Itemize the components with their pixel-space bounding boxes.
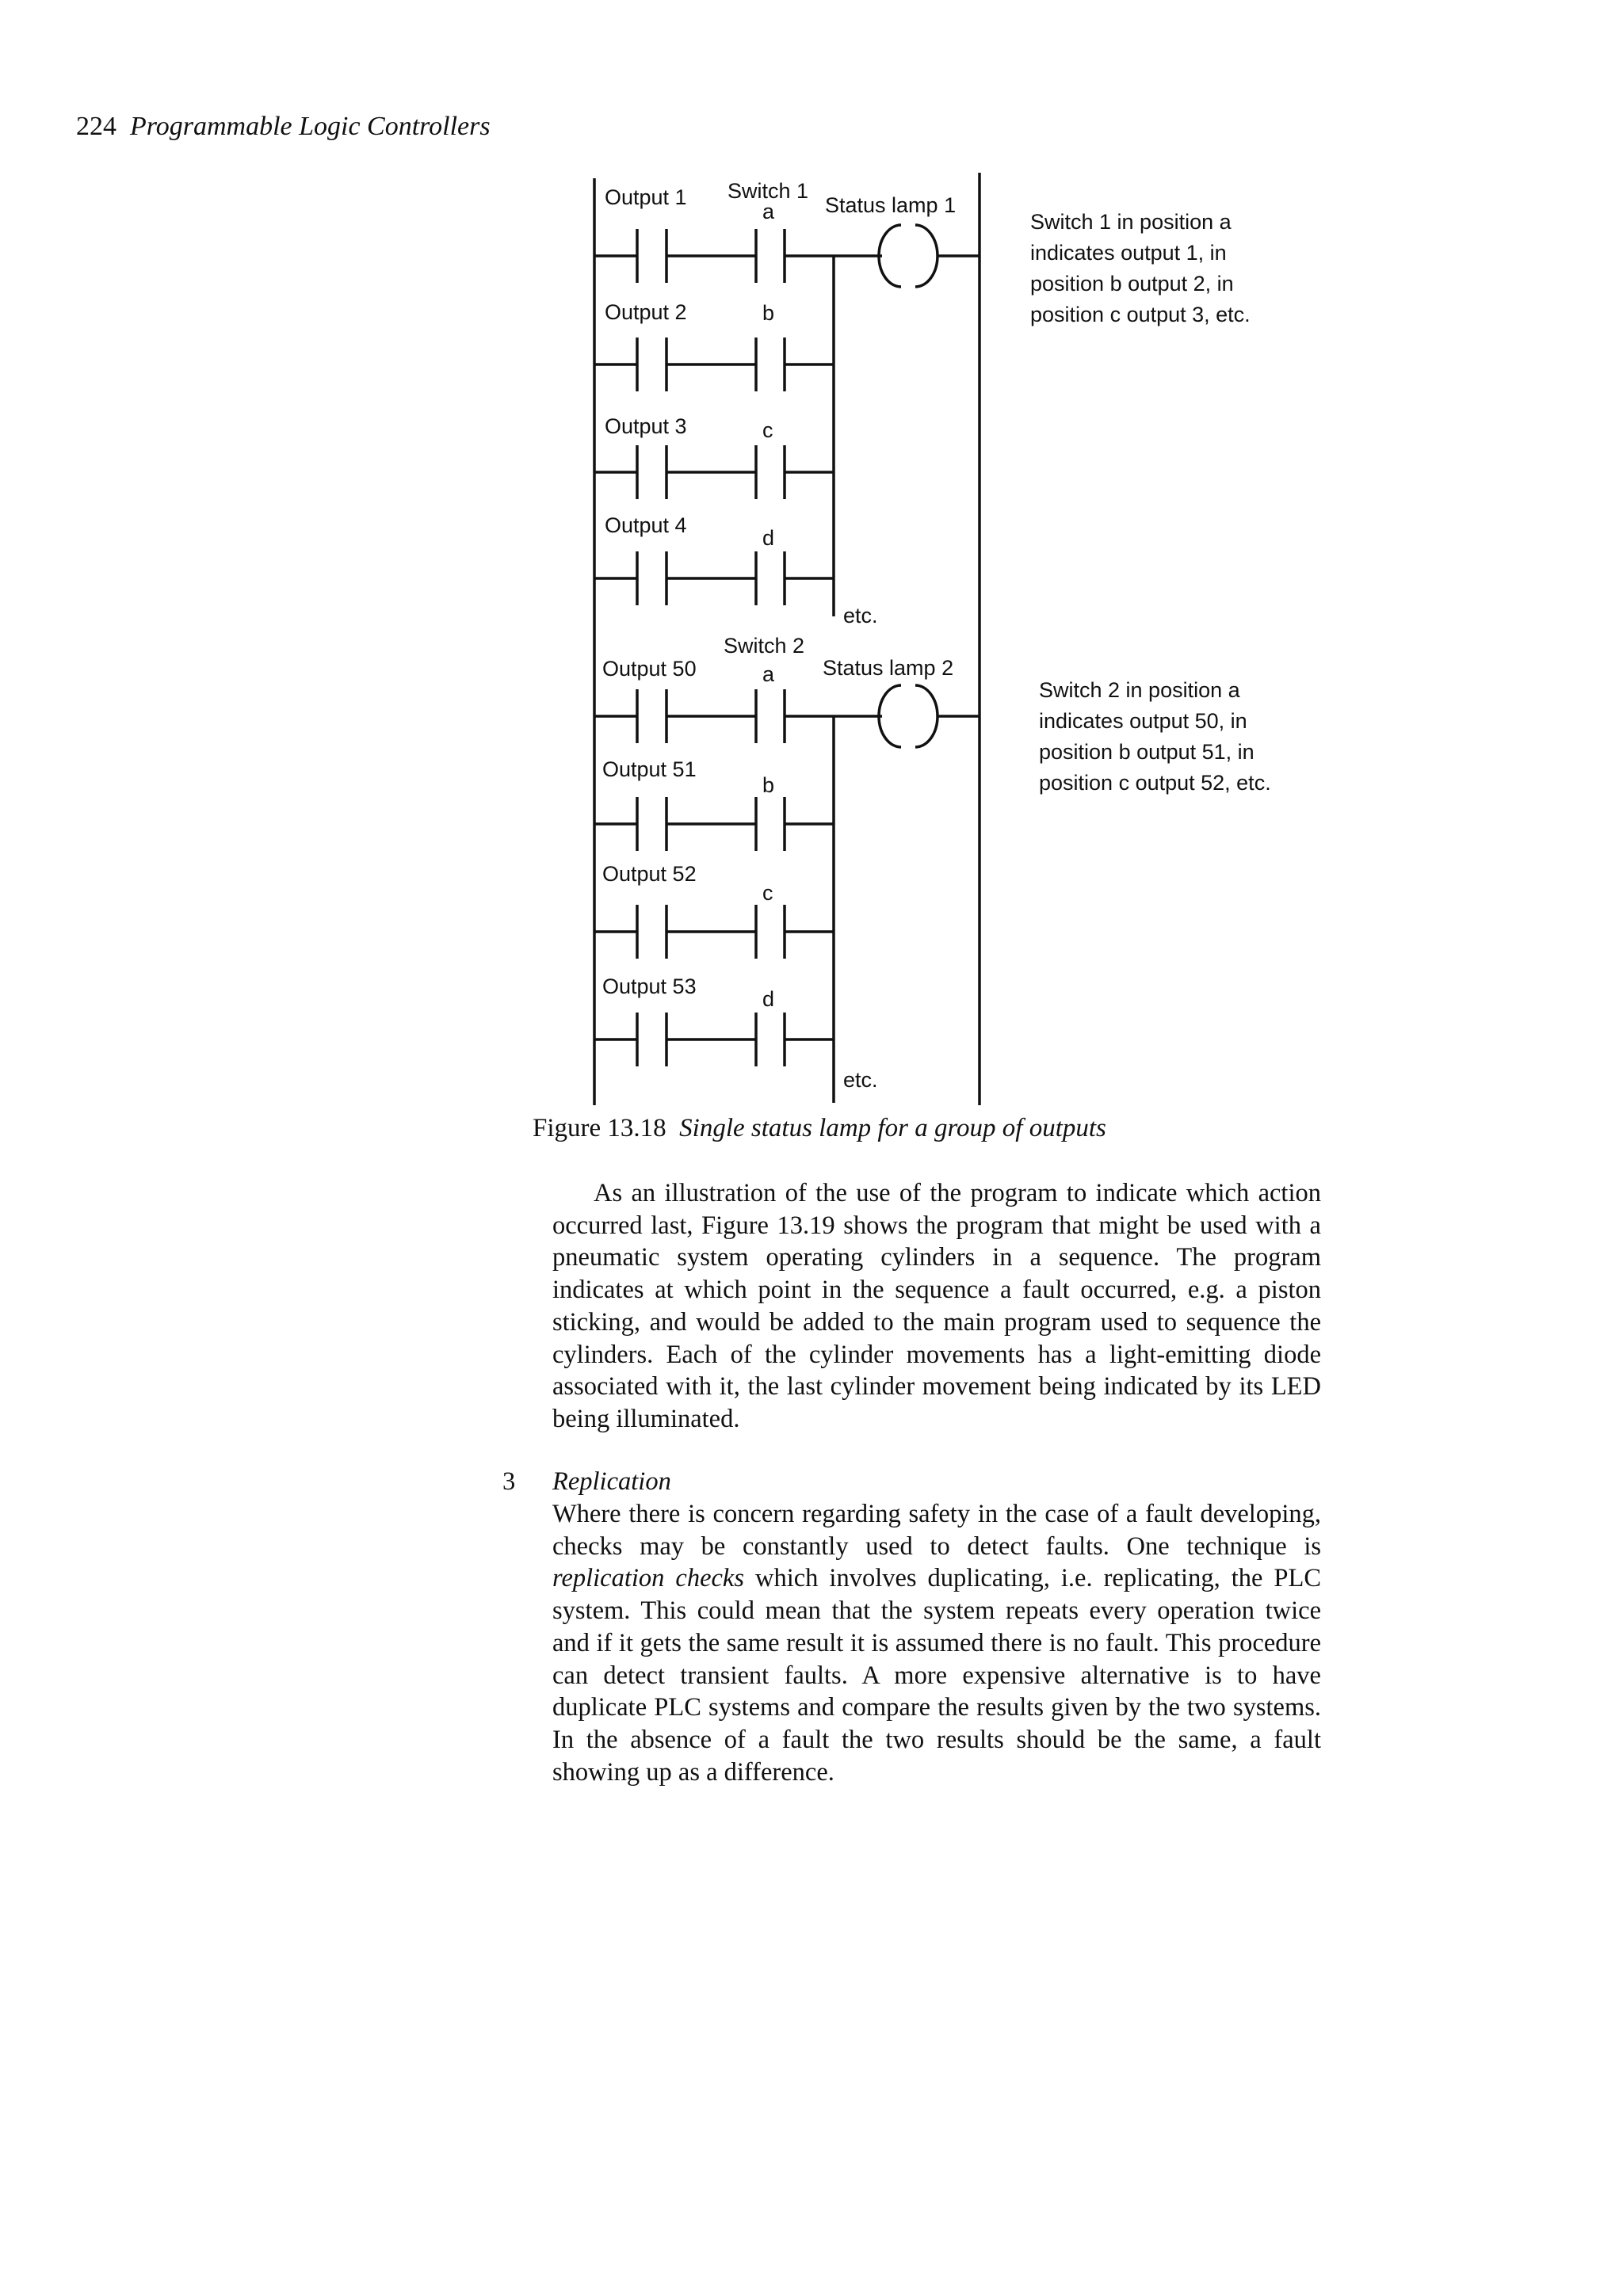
etc-label: etc. [843, 1068, 878, 1092]
list-item-heading: Replication [552, 1467, 671, 1496]
paragraph-text: which involves duplicating, i.e. replicating, the PLC system. This could mean that the system repeats every operation twice and if it gets the same result it is assumed there is no fault. This procedure can detect transient faults. A more expensive alternative is to have duplicate PLC systems and compare the results given by the two systems. In the absence of a fault the two results should be the same, a fault showing up as a difference. [552, 1564, 1321, 1787]
switch2-note-line: Switch 2 in position a [1039, 678, 1240, 702]
paragraph-text: Where there is concern regarding safety in the case of a fault developing, checks may be constantly used to detect faults. One technique is [552, 1500, 1321, 1561]
switch-position: a [762, 200, 775, 223]
etc-label: etc. [843, 604, 878, 627]
body-paragraph: As an illustration of the use of the program to indicate which action occurred last, Figure 13.19 shows the program that might be used with a pneumatic system operating cylinders in a sequence. The program indicates at which point in the sequence a fault occurred, e.g. a piston sticking, and would be added to the main program used to sequence the cylinders. Each of the cylinder movements has a light-emitting diode associated with it, the last cylinder movement being indicated by its LED being illuminated. [552, 1179, 1321, 1433]
lamp-coil-arc [879, 225, 901, 287]
switch1-note-line: Switch 1 in position a [1030, 210, 1232, 234]
switch1-note-line: position b output 2, in [1030, 272, 1234, 296]
output-label: Output 1 [605, 185, 687, 209]
figure-label: Figure 13.18 [533, 1114, 666, 1142]
output-label: Output 53 [602, 974, 697, 998]
switch1-note-line: indicates output 1, in [1030, 241, 1227, 265]
ladder-diagram [0, 0, 1623, 1125]
lamp-coil-arc [879, 685, 901, 747]
figure-title: Single status lamp for a group of outputs [679, 1114, 1106, 1142]
book-title: Programmable Logic Controllers [130, 112, 491, 141]
output-label: Output 2 [605, 300, 687, 324]
switch-position: c [762, 881, 773, 905]
lamp-coil-arc [915, 225, 938, 287]
output-label: Output 4 [605, 513, 687, 537]
lamp-coil-arc [915, 685, 938, 747]
output-label: Output 50 [602, 657, 697, 681]
switch-position: b [762, 301, 775, 325]
switch2-note-line: position c output 52, etc. [1039, 771, 1271, 795]
switch-position: a [762, 662, 775, 686]
switch-label: Switch 1 [727, 179, 809, 203]
emphasis-text: replication checks [552, 1564, 745, 1593]
switch-position: d [762, 987, 775, 1011]
page-number: 224 [76, 112, 116, 141]
figure-caption [533, 1112, 1106, 1144]
switch1-note-line: position c output 3, etc. [1030, 303, 1251, 326]
switch2-note-line: position b output 51, in [1039, 740, 1254, 764]
status-lamp-label: Status lamp 1 [825, 193, 957, 217]
switch2-note-line: indicates output 50, in [1039, 709, 1247, 733]
list-item-paragraph [552, 1498, 1321, 1788]
output-label: Output 51 [602, 757, 697, 781]
list-item-number: 3 [502, 1467, 516, 1496]
output-label: Output 3 [605, 414, 687, 438]
output-label: Output 52 [602, 862, 697, 886]
switch-label: Switch 2 [724, 634, 805, 658]
diagram-labels [602, 179, 1271, 1092]
switch-position: d [762, 526, 775, 550]
switch-position: b [762, 773, 775, 797]
status-lamp-label: Status lamp 2 [823, 656, 954, 680]
switch-position: c [762, 418, 773, 442]
